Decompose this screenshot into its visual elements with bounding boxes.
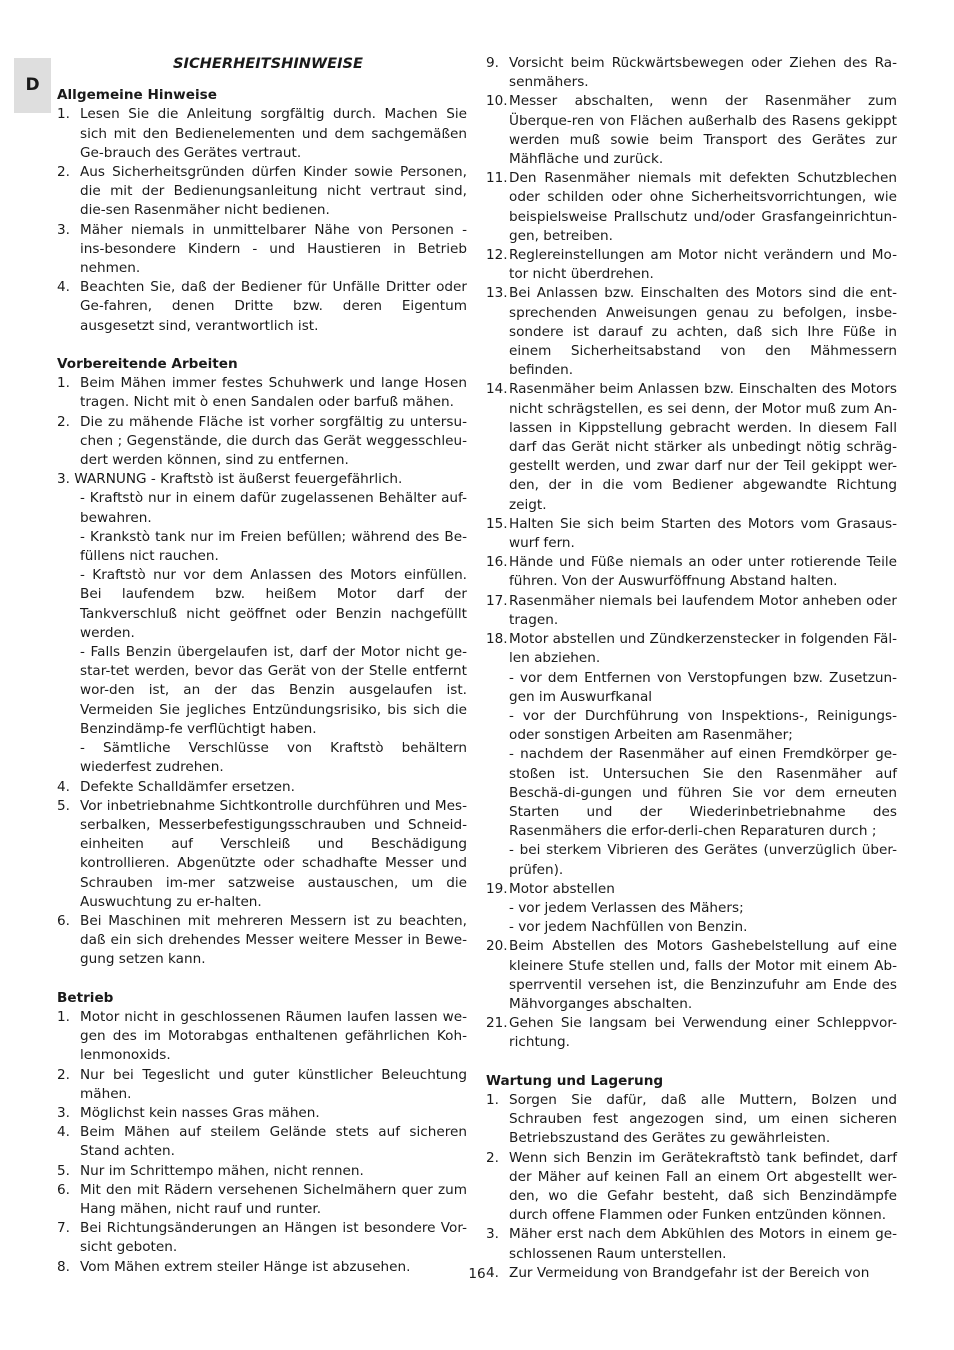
warning-sub: - Krankstò tank nur im Freien befüllen; während des Be-füllens nict rauchen. (80, 528, 467, 565)
list-item: 1. Beim Mähen immer festes Schuhwerk und lange Hosen tragen. Nicht mit ò enen Sandalen oder barfuß mähen. (57, 375, 467, 411)
warning-sub: - Kraftstò nur vor dem Anlassen des Motors einfüllen. Bei laufendem bzw. heißem Motor darf der Tankverschluß nicht geöffnet oder Benzin nachgefüllt werden. (80, 567, 467, 641)
list-item: 12. Reglereinstellungen am Motor nicht verändern und Mo-tor nicht überdrehen. (486, 247, 897, 283)
list-item: 10. Messer abschalten, wenn der Rasenmäher zum Überque-ren von Flächen außerhalb des Rasens gekippt werden muß sowie beim Transport des Gerätes zur Mähfläche und zurück. (486, 93, 897, 168)
list-item: 5. Nur im Schrittempo mähen, nicht rennen. (57, 1162, 364, 1179)
list-item: 4. Defekte Schalldämfer ersetzen. (57, 778, 295, 795)
list-item: 1. Sorgen Sie dafür, daß alle Muttern, Bolzen und Schrauben fest angezogen sind, um einen sicheren Betriebszustand des Gerätes zu gewährleisten. (486, 1091, 897, 1147)
list-general (57, 105, 467, 335)
warning-sub: - Kraftstò nur in einem dafür zugelassenen Behälter auf-bewahren. (80, 490, 467, 526)
list-item: 21. Gehen Sie langsam bei Verwendung einer Schleppvor-richtung. (486, 1015, 897, 1051)
list-item: 15. Halten Sie sich beim Starten des Motors vom Grasaus-wurf fern. (486, 515, 897, 552)
list-item: 17. Rasenmäher niemals bei laufendem Motor anheben oder tragen. (486, 592, 897, 628)
list-item: 2. Wenn sich Benzin im Gerätekraftstò tank befindet, darf der Mäher auf keinen Fall an einem Ort abgestellt wer-den, wo die Gefahr besteht, daß sich Benzindämpfe durch offene Flammen oder Funken entzünden können. (486, 1149, 897, 1224)
list-item: 2. Die zu mähende Fläche ist vorher sorgfältig zu untersu-chen ; Gegenstände, die durch das Gerät weggesschleu-dert werden können, sind zu entfernen. (57, 413, 467, 469)
list-item: 2. Aus Sicherheitsgründen dürfen Kinder sowie Personen, die mit der Bedienungsanleitung nicht vertraut sind, die-sen Rasenmäher nicht bedienen. (57, 164, 467, 219)
list-item: 1. Motor nicht in geschlossenen Räumen laufen lassen we-gen des im Motorabgas enthaltenen gefährlichen Koh-lenmonoxids. (57, 1008, 467, 1064)
list-item: 5. Vor inbetriebnahme Sichtkontrolle durchführen und Mes-serbalken, Messerbefestigungsschrauben und Schneid-einheiten auf Verschleiß und Beschädigung kontrollieren. Abgenützte oder schadhafte Messer und Schrauben im-mer satzweise austauschen, um die Auswuchtung zu er-halten. (57, 797, 467, 910)
heading-preparation: Vorbereitende Arbeiten (57, 356, 238, 373)
list-operation (57, 1008, 467, 1277)
warning-sub: - Falls Benzin übergelaufen ist, darf der Motor nicht ge-star-tet werden, bevor das Gerät von der Stelle entfernt wor-den ist, an der das Benzin ausgelaufen ist. Vermeiden Sie jegliches Entzündungsrisiko, bis sich die Benzindämp-fe verflüchtigt haben. (80, 644, 467, 737)
list-item: 4. Beim Mähen auf steilem Gelände stets auf sicheren Stand achten. (57, 1124, 467, 1160)
list-item: 20. Beim Abstellen des Motors Gashebelstellung auf eine kleinere Stufe stellen und, falls der Motor mit einem Ab-sperrventil versehen ist, die Benzinzufuhr am Ende des Mähvorganges abschalten. (486, 938, 897, 1012)
list-item: 7. Bei Richtungsänderungen an Hängen ist besondere Vor-sicht geboten. (57, 1220, 467, 1256)
list-subitem: - vor dem Entfernen von Verstopfungen bzw. Zusetzun-gen im Auswurfkanal (509, 669, 897, 705)
section-tab: D (14, 58, 51, 113)
list-item: 3. Mäher erst nach dem Abkühlen des Motors in einem ge-schlossenen Raum unterstellen. (486, 1226, 897, 1262)
list-item: 9. Vorsicht beim Rückwärtsbewegen oder Ziehen des Ra-senmähers. (486, 55, 897, 91)
page-number: 16 (468, 1266, 486, 1282)
heading-maintenance: Wartung und Lagerung (486, 1072, 664, 1089)
left-column (57, 54, 467, 1277)
warning-sub: - Sämtliche Verschlüsse von Kraftstò behältern wiederfest zudrehen. (80, 740, 467, 776)
heading-operation: Betrieb (57, 989, 114, 1006)
list-item: 18. Motor abstellen und Zündkerzenstecker in folgenden Fäl-len abziehen. (486, 631, 897, 667)
list-item: 3. Mäher niemals in unmittelbarer Nähe von Personen - ins-besondere Kindern - und Haustieren in Betrieb nehmen. (57, 221, 467, 277)
warning-line: 3. WARNUNG - Kraftstò ist äußerst feuergefährlich. (57, 471, 403, 488)
list-item: 19. Motor abstellen (486, 880, 615, 897)
list-operation-continued (486, 54, 897, 1053)
list-item: 13. Bei Anlassen bzw. Einschalten des Motors sind die ent-sprechenden Anweisungen genau zu befolgen, insbe-sondere ist darauf zu achten, daß sich Ihre Füße in einem Sicherheitsabstand von den Mähmessern befinden. (486, 285, 897, 379)
list-item: 2. Nur bei Tegeslicht und guter künstlicher Beleuchtung mähen. (57, 1066, 467, 1102)
list-preparation (57, 374, 467, 969)
list-item: 8. Vom Mähen extrem steiler Hänge ist abzusehen. (57, 1258, 411, 1275)
list-item: 1. Lesen Sie die Anleitung sorgfältig durch. Machen Sie sich mit den Bedienelementen und dem sachgemäßen Ge-brauch des Gerätes vertraut. (57, 106, 467, 161)
list-item: 3. Möglichst kein nasses Gras mähen. (57, 1104, 320, 1121)
list-subitem: - vor der Durchführung von Inspektions-, Reinigungs-oder sonstigen Arbeiten am Rasenmäher; (509, 707, 897, 744)
heading-general: Allgemeine Hinweise (57, 87, 217, 104)
list-subitem: - bei sterkem Vibrieren des Gerätes (unverzüglich über-prüfen). (509, 842, 897, 878)
list-item: 14. Rasenmäher beim Anlassen bzw. Einschalten des Motors nicht schrägstellen, es sei denn, der Motor muß zum An-lassen in Kippstellung gebracht werden. In diesem Fall darf das Gerät nicht stärker als unbedingt nötig schräg-gestellt werden, und zwar darf nur der Teil gekippt wer-den, der in die vom Bediener abgewandte Richtung zeigt. (486, 381, 897, 513)
list-item: 4. Beachten Sie, daß der Bediener für Unfälle Dritter oder Ge-fahren, denen Dritte bzw. deren Eigentum ausgesetzt sind, verantwortlich ist. (57, 279, 467, 334)
list-subitem: - vor jedem Verlassen des Mähers; (509, 899, 744, 916)
list-subitem: - nachdem der Rasenmäher auf einen Fremdkörper ge-stoßen ist. Untersuchen Sie den Rasenmäher auf Beschä-di-gungen und führen Sie vor dem erneuten Starten und der Wiederinbetriebnahme des Rasenmähers die erfor-derli-chen Reparaturen durch ; (509, 746, 897, 840)
list-item: 4. Zur Vermeidung von Brandgefahr ist der Bereich von (486, 1264, 870, 1281)
list-subitem: - vor jedem Nachfüllen von Benzin. (509, 919, 748, 936)
list-item: 16. Hände und Füße niemals an oder unter rotierende Teile führen. Von der Auswurföffnung Abstand halten. (486, 554, 897, 590)
list-item: 6. Mit den mit Rädern versehenen Sichelmähern quer zum Hang mähen, nicht rauf und runter. (57, 1181, 467, 1217)
right-column (486, 54, 897, 1283)
list-item: 6. Bei Maschinen mit mehreren Messern ist zu beachten, daß ein sich drehendes Messer weitere Messer in Bewe-gung setzen kann. (57, 912, 467, 968)
list-maintenance (486, 1091, 897, 1283)
list-item: 11. Den Rasenmäher niemals mit defekten Schutzblechen oder schilden oder ohne Sicherheitsvorrichtungen, wie beispielsweise Prallschutz und/oder Grasfangeinrichtun-gen, betreiben. (486, 170, 897, 244)
page-title: SICHERHEITSHINWEISE (173, 55, 363, 72)
